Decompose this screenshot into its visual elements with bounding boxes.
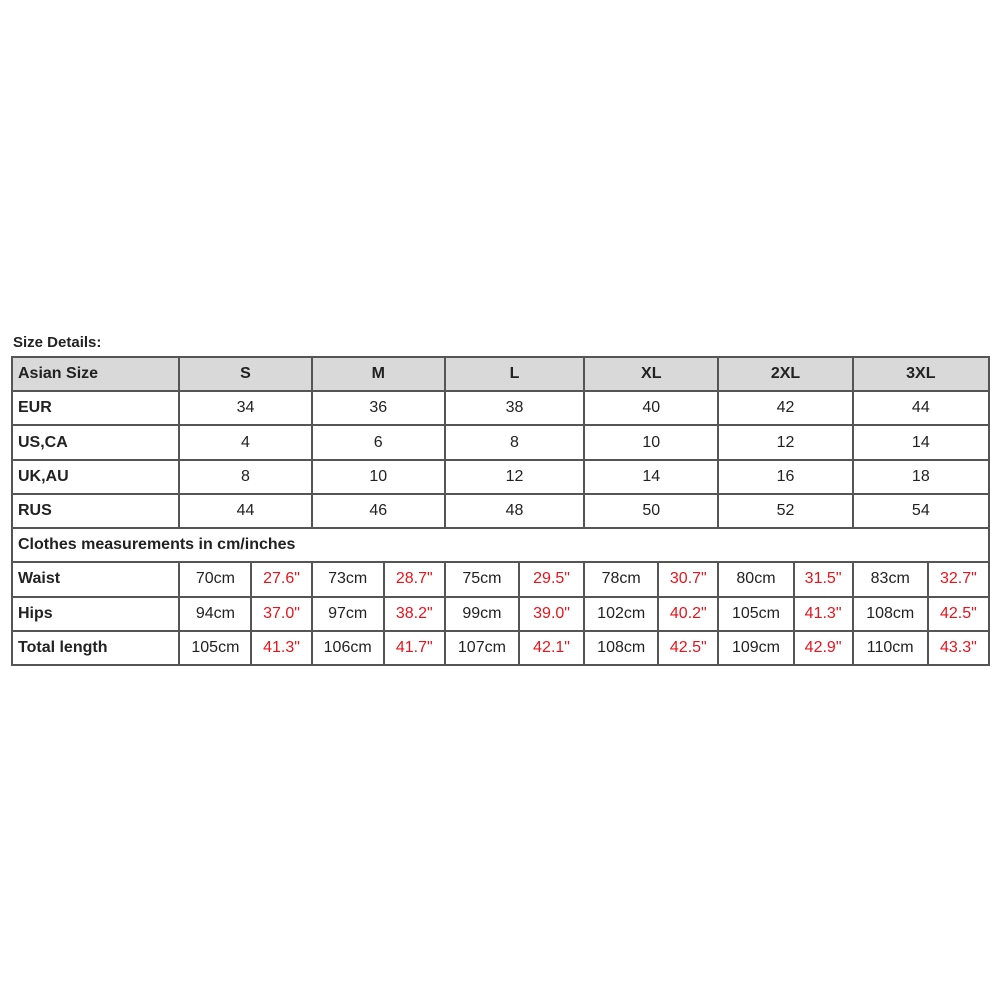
- row-label: Hips: [12, 597, 179, 631]
- inch-cell: 28.7": [384, 562, 445, 596]
- size-details-title: Size Details:: [13, 334, 102, 351]
- measurement-row-total-length: [12, 631, 989, 665]
- table-cell: 52: [718, 494, 852, 528]
- conversion-row-eur: [12, 391, 989, 425]
- cm-cell: 97cm: [312, 597, 384, 631]
- inch-cell: 30.7": [658, 562, 718, 596]
- cm-cell: 108cm: [853, 597, 928, 631]
- conversion-row-uk-au: [12, 460, 989, 494]
- inch-cell: 29.5": [519, 562, 584, 596]
- table-cell: 12: [718, 425, 852, 459]
- table-cell: 8: [179, 460, 311, 494]
- row-label: Total length: [12, 631, 179, 665]
- cm-cell: 70cm: [179, 562, 251, 596]
- header-size: 3XL: [853, 357, 989, 391]
- inch-cell: 42.5": [658, 631, 718, 665]
- cm-cell: 109cm: [718, 631, 793, 665]
- table-cell: 44: [853, 391, 989, 425]
- inch-cell: 41.3": [794, 597, 853, 631]
- inch-cell: 41.3": [251, 631, 311, 665]
- row-label: EUR: [12, 391, 179, 425]
- table-cell: 4: [179, 425, 311, 459]
- table-cell: 34: [179, 391, 311, 425]
- table-cell: 14: [584, 460, 718, 494]
- cm-cell: 80cm: [718, 562, 793, 596]
- cm-cell: 94cm: [179, 597, 251, 631]
- table-cell: 54: [853, 494, 989, 528]
- cm-cell: 75cm: [445, 562, 519, 596]
- table-cell: 8: [445, 425, 584, 459]
- inch-cell: 43.3": [928, 631, 989, 665]
- size-header-row: [12, 357, 989, 391]
- cm-cell: 78cm: [584, 562, 658, 596]
- inch-cell: 27.6": [251, 562, 311, 596]
- table-cell: 38: [445, 391, 584, 425]
- header-size: XL: [584, 357, 718, 391]
- cm-cell: 108cm: [584, 631, 658, 665]
- inch-cell: 38.2": [384, 597, 445, 631]
- measurements-section-row: [12, 528, 989, 562]
- header-size: S: [179, 357, 311, 391]
- inch-cell: 37.0": [251, 597, 311, 631]
- table-cell: 16: [718, 460, 852, 494]
- conversion-row-us-ca: [12, 425, 989, 459]
- cm-cell: 106cm: [312, 631, 384, 665]
- table-cell: 6: [312, 425, 445, 459]
- table-cell: 36: [312, 391, 445, 425]
- measurements-section-label: Clothes measurements in cm/inches: [12, 528, 989, 562]
- inch-cell: 42.5": [928, 597, 989, 631]
- table-cell: 12: [445, 460, 584, 494]
- measurement-row-hips: [12, 597, 989, 631]
- size-chart-table: [11, 356, 990, 666]
- table-cell: 10: [312, 460, 445, 494]
- inch-cell: 42.9": [794, 631, 853, 665]
- cm-cell: 73cm: [312, 562, 384, 596]
- table-cell: 44: [179, 494, 311, 528]
- cm-cell: 102cm: [584, 597, 658, 631]
- inch-cell: 42.1": [519, 631, 584, 665]
- table-cell: 50: [584, 494, 718, 528]
- row-label: US,CA: [12, 425, 179, 459]
- table-cell: 48: [445, 494, 584, 528]
- header-size: M: [312, 357, 445, 391]
- header-label: Asian Size: [12, 357, 179, 391]
- inch-cell: 31.5": [794, 562, 853, 596]
- cm-cell: 110cm: [853, 631, 928, 665]
- cm-cell: 99cm: [445, 597, 519, 631]
- table-cell: 42: [718, 391, 852, 425]
- table-cell: 14: [853, 425, 989, 459]
- row-label: Waist: [12, 562, 179, 596]
- header-size: L: [445, 357, 584, 391]
- table-cell: 18: [853, 460, 989, 494]
- cm-cell: 83cm: [853, 562, 928, 596]
- table-cell: 40: [584, 391, 718, 425]
- inch-cell: 39.0": [519, 597, 584, 631]
- table-cell: 10: [584, 425, 718, 459]
- cm-cell: 107cm: [445, 631, 519, 665]
- inch-cell: 40.2": [658, 597, 718, 631]
- table-cell: 46: [312, 494, 445, 528]
- cm-cell: 105cm: [718, 597, 793, 631]
- row-label: UK,AU: [12, 460, 179, 494]
- measurement-row-waist: [12, 562, 989, 596]
- conversion-row-rus: [12, 494, 989, 528]
- inch-cell: 32.7": [928, 562, 989, 596]
- inch-cell: 41.7": [384, 631, 445, 665]
- header-size: 2XL: [718, 357, 852, 391]
- cm-cell: 105cm: [179, 631, 251, 665]
- row-label: RUS: [12, 494, 179, 528]
